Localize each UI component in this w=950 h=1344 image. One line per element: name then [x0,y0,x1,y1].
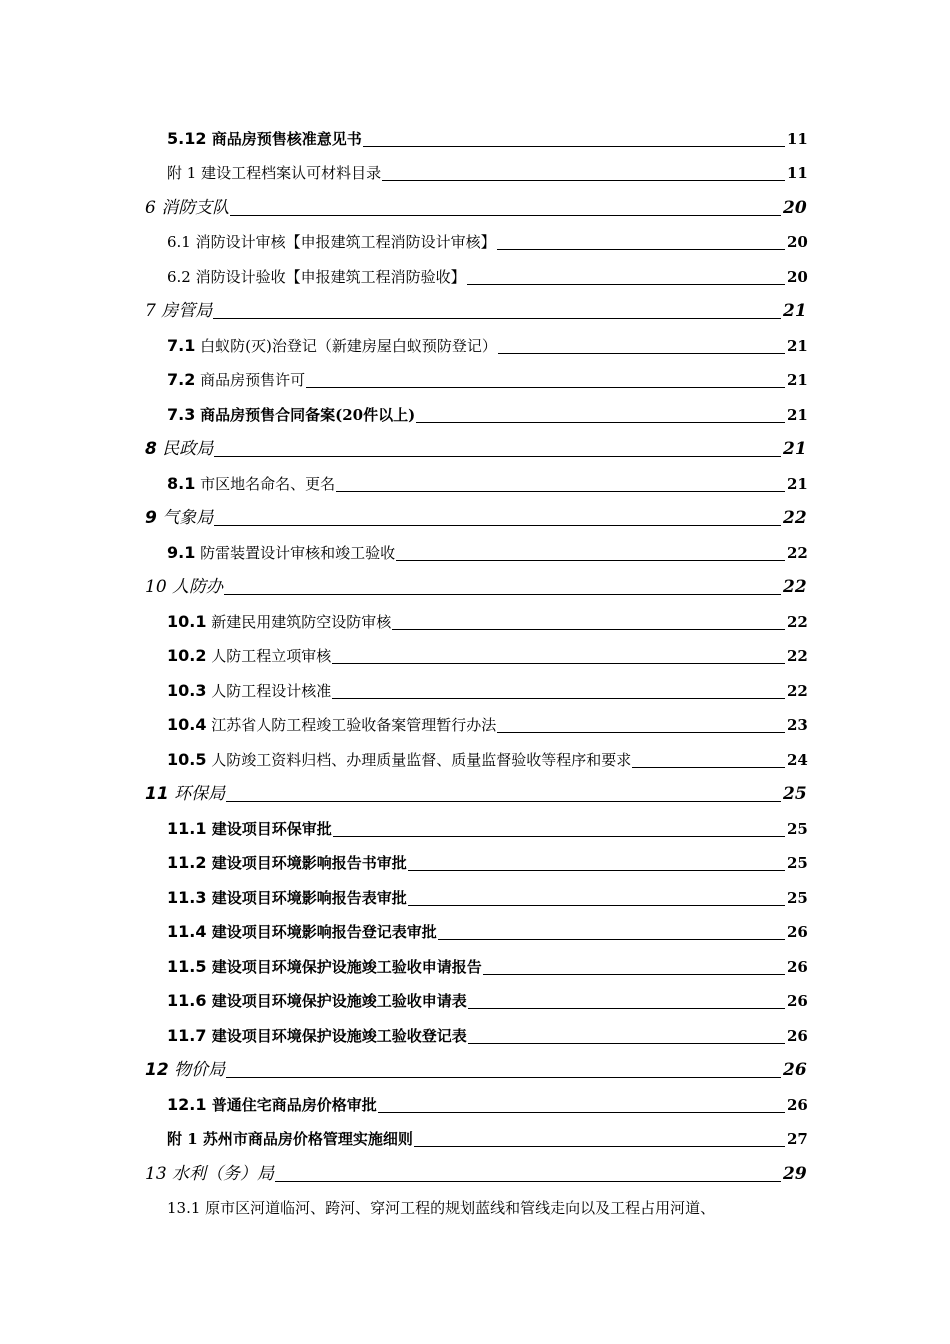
entry-title: 普通住宅商品房价格审批 [211,1096,377,1114]
toc-entry-8-1[interactable] [167,463,808,497]
entry-title: 人防竣工资料归档、办理质量监督、质量监督验收等程序和要求 [211,751,632,769]
page-number: 21 [783,301,807,321]
section-title: 7 房管局 [145,301,213,321]
entry-number: 11.6 [167,991,207,1010]
dot-leader [416,422,785,423]
page-number: 22 [783,508,807,528]
entry-number: 7.3 [167,405,196,424]
entry-number: 10.5 [167,750,207,769]
dot-leader [214,525,781,526]
entry-title: 附 1 苏州市商品房价格管理实施细则 [167,1130,413,1148]
dot-leader [468,1008,785,1009]
entry-title: 人防工程设计核准 [211,682,332,700]
entry-title: 附 1 建设工程档案认可材料目录 [167,164,382,182]
page-number: 29 [783,1164,807,1184]
section-title: 物价局 [174,1060,226,1080]
entry-title: 建设项目环境保护设施竣工验收申请报告 [211,958,482,976]
dot-leader [414,1146,785,1147]
dot-leader [408,905,785,906]
page-number: 20 [787,233,808,251]
section-title: 13 水利（务）局 [145,1164,275,1184]
dot-leader [497,249,785,250]
page-number: 20 [783,198,807,218]
dot-leader [224,594,781,595]
toc-entry-7-1[interactable] [167,325,808,359]
entry-number: 12.1 [167,1095,207,1114]
toc-entry-11-4[interactable] [167,911,808,945]
page-number: 21 [783,439,807,459]
dot-leader [226,801,781,802]
entry-number: 11.5 [167,957,207,976]
dot-leader [275,1181,781,1182]
dot-leader [392,629,785,630]
toc-entry-5-12[interactable] [167,118,808,152]
entry-title: 6.2 消防设计验收【申报建筑工程消防验收】 [167,268,466,286]
entry-number: 10.4 [167,715,207,734]
dot-leader [498,353,785,354]
dot-leader [332,698,785,699]
toc-entry-10-5[interactable] [167,739,808,773]
toc-entry-10-1[interactable] [167,601,808,635]
page-number: 21 [787,475,808,493]
section-title: 民政局 [162,439,214,459]
dot-leader [468,1043,785,1044]
toc-section-12[interactable] [145,1049,805,1083]
section-title: 6 消防支队 [145,198,230,218]
dot-leader [214,456,781,457]
page-number: 20 [787,268,808,286]
entry-title: 商品房预售许可 [200,371,306,389]
toc-entry-appendix-1[interactable] [167,152,808,186]
entry-number: 7.2 [167,370,196,389]
toc-entry-12-1[interactable] [167,1084,808,1118]
section-title: 10 人防办 [145,577,224,597]
dot-leader [363,146,785,147]
toc-entry-6-2[interactable] [167,256,808,290]
toc-entry-11-1[interactable] [167,808,808,842]
dot-leader [333,836,785,837]
entry-number: 9.1 [167,543,196,562]
toc-entry-10-3[interactable] [167,670,808,704]
page-number: 22 [787,544,808,562]
page-number: 26 [787,992,808,1010]
page-number: 25 [787,820,808,838]
page-number: 26 [787,923,808,941]
entry-title: 建设项目环境影响报告书审批 [211,854,407,872]
toc-section-8[interactable] [145,428,805,462]
entry-title: 13.1 原市区河道临河、跨河、穿河工程的规划蓝线和管线走向以及工程占用河道、 [167,1199,716,1217]
entry-title: 防雷装置设计审核和竣工验收 [200,544,396,562]
entry-title: 建设项目环境保护设施竣工验收登记表 [211,1027,467,1045]
entry-title: 江苏省人防工程竣工验收备案管理暂行办法 [211,716,497,734]
page-number: 22 [783,577,807,597]
page-number: 21 [787,337,808,355]
page-number: 11 [787,164,808,182]
dot-leader [332,663,785,664]
toc-entry-7-3[interactable] [167,394,808,428]
toc-section-9[interactable] [145,497,805,531]
toc-section-6[interactable] [145,187,805,221]
toc-entry-11-5[interactable] [167,946,808,980]
entry-number: 11.4 [167,922,207,941]
page-number: 24 [787,751,808,769]
section-number: 12 [145,1060,169,1080]
entry-number: 10.1 [167,612,207,631]
toc-entry-11-7[interactable] [167,1015,808,1049]
dot-leader [306,387,785,388]
page-number: 26 [783,1060,807,1080]
toc-entry-11-2[interactable] [167,842,808,876]
page-number: 11 [787,130,808,148]
entry-title: 商品房预售合同备案(20件以上) [200,406,416,424]
entry-title: 6.1 消防设计审核【申报建筑工程消防设计审核】 [167,233,496,251]
entry-number: 10.2 [167,646,207,665]
page-number: 23 [787,716,808,734]
entry-number: 11.7 [167,1026,207,1045]
dot-leader [438,939,785,940]
toc-entry-10-4[interactable] [167,704,808,738]
toc-section-10[interactable] [145,566,805,600]
section-number: 9 [145,508,157,528]
dot-leader [230,215,781,216]
dot-leader [632,767,785,768]
entry-number: 7.1 [167,336,196,355]
section-number: 11 [145,784,169,804]
section-title: 气象局 [162,508,214,528]
entry-number: 11.2 [167,853,207,872]
page-number: 27 [787,1130,808,1148]
dot-leader [467,284,785,285]
page-number: 21 [787,371,808,389]
page-number: 26 [787,1027,808,1045]
dot-leader [408,870,785,871]
toc-section-13[interactable] [145,1153,805,1187]
toc-entry-11-6[interactable] [167,980,808,1014]
entry-number: 5.12 [167,129,207,148]
toc-entry-11-3[interactable] [167,877,808,911]
section-title: 环保局 [174,784,226,804]
entry-number: 10.3 [167,681,207,700]
entry-title: 商品房预售核准意见书 [211,130,362,148]
dot-leader [336,491,785,492]
page-number: 22 [787,682,808,700]
page-number: 25 [787,854,808,872]
dot-leader [378,1112,785,1113]
entry-title: 建设项目环境影响报告表审批 [211,889,407,907]
entry-title: 人防工程立项审核 [211,647,332,665]
section-number: 8 [145,439,157,459]
page-number: 25 [783,784,807,804]
dot-leader [226,1077,781,1078]
toc-entry-10-2[interactable] [167,635,808,669]
entry-number: 8.1 [167,474,196,493]
dot-leader [497,732,785,733]
entry-title: 白蚁防(灭)治登记（新建房屋白蚁预防登记） [200,337,497,355]
toc-entry-appendix-1-pricing[interactable] [167,1118,808,1152]
toc-section-7[interactable] [145,290,805,324]
toc-section-11[interactable] [145,773,805,807]
toc-entry-6-1[interactable] [167,221,808,255]
dot-leader [213,318,781,319]
entry-title: 建设项目环境保护设施竣工验收申请表 [211,992,467,1010]
dot-leader [483,974,785,975]
entry-title: 市区地名命名、更名 [200,475,336,493]
toc-entry-13-1[interactable] [167,1187,805,1221]
page-number: 21 [787,406,808,424]
page-number: 25 [787,889,808,907]
page-number: 22 [787,647,808,665]
entry-title: 新建民用建筑防空设防审核 [211,613,392,631]
toc-entry-7-2[interactable] [167,359,808,393]
entry-title: 建设项目环保审批 [211,820,332,838]
page-number: 22 [787,613,808,631]
entry-title: 建设项目环境影响报告登记表审批 [211,923,437,941]
page-number: 26 [787,958,808,976]
toc-entry-9-1[interactable] [167,532,808,566]
dot-leader [382,180,785,181]
entry-number: 11.3 [167,888,207,907]
page-number: 26 [787,1096,808,1114]
dot-leader [396,560,785,561]
entry-number: 11.1 [167,819,207,838]
